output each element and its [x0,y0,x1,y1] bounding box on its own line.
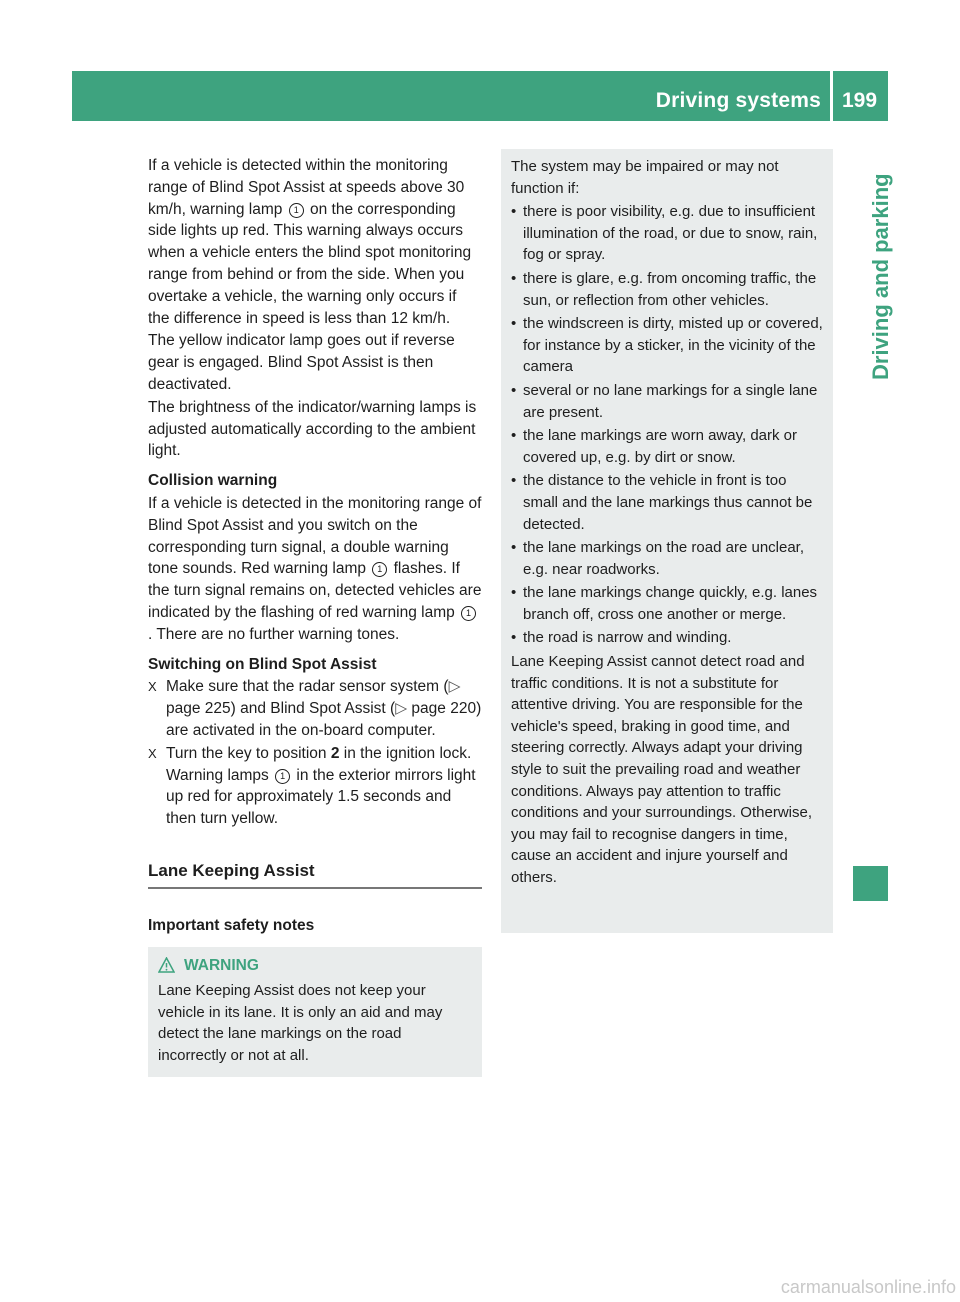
heading-switching-on: Switching on Blind Spot Assist [148,655,377,673]
page-ref-arrow-icon: ▷ [448,678,461,696]
header-divider [830,71,833,121]
heading-collision-warning: Collision warning [148,472,278,490]
bullet-icon: • [511,584,517,602]
bullet-icon: • [511,472,517,490]
bullet-icon: • [511,629,517,647]
left-column [148,155,482,1077]
callout-1-icon: 1 [289,203,304,218]
list-item: • there is glare, e.g. from oncoming traffic, the sun, or reflection from other vehicles. [511,268,825,311]
step-result: Warning lamps 1 in the exterior mirrors light up red for approximately 1.5 seconds and then turn yellow. [166,766,476,828]
side-tab-label: Driving and parking [868,173,893,380]
bullet-icon: • [511,381,517,399]
chapter-title: Driving systems [655,89,821,112]
bullet-icon: • [511,203,517,221]
callout-1-icon: 1 [372,562,387,577]
heading-safety-notes: Important safety notes [148,916,315,934]
info-intro: The system may be impaired or may not function if: [511,158,779,197]
bullet-icon: • [511,315,517,333]
instruction-step: X Turn the key to position 2 in the ignition lock. Warning lamps 1 in the exterior mirrors light up red for approximately 1.5 seconds and then turn yellow. [148,743,482,830]
callout-1-icon: 1 [275,769,290,784]
page-number: 199 [842,89,878,112]
bullet-icon: • [511,539,517,557]
list-item: • the road is narrow and winding. [511,627,825,649]
paragraph-blind-spot-warning: If a vehicle is detected within the monitoring range of Blind Spot Assist at speeds above 30 km/h, warning lamp 1 on the corresponding side lights up red. This warning always occurs when a vehicle enters the blind spot monitoring range from behind or from the side. When you overtake a vehicle, the warning only occurs if the difference in speed is less than 12 km/h. [148,157,472,327]
paragraph-reverse-gear: The yellow indicator lamp goes out if reverse gear is engaged. Blind Spot Assist is then deactivated. [148,332,455,393]
section-heading-lane-keeping: Lane Keeping Assist [148,860,482,889]
list-item: • the lane markings on the road are unclear, e.g. near roadworks. [511,537,825,580]
callout-1-icon: 1 [461,606,476,621]
bullet-icon: • [511,427,517,445]
warning-title: WARNING [158,955,473,977]
info-closing: Lane Keeping Assist cannot detect road and traffic conditions. It is not a substitute for attentive driving. You are responsible for the vehicle's speed, braking in good time, and steering correctly. Always adapt your driving style to suit the prevailing road and weather conditions. Always pay attention to traffic conditions and your surroundings. Otherwise, you may fail to recognise dangers in time, cause an accident and injure yourself and others. [511,653,812,886]
list-item: • the distance to the vehicle in front is too small and the lane markings thus cannot be detected. [511,470,825,535]
paragraph-collision-warning: If a vehicle is detected in the monitoring range of Blind Spot Assist and you switch on the corresponding turn signal, a double warning tone sounds. Red warning lamp 1 flashes. If the turn signal remains on, detected vehicles are indicated by the flashing of red warning lamp 1. There are no further warning tones. [148,494,482,643]
warning-triangle-icon [158,957,175,973]
list-item: • the windscreen is dirty, misted up or covered, for instance by a sticker, in the vicinity of the camera [511,313,825,378]
step-marker-icon: X [148,679,157,695]
step-marker-icon: X [148,745,157,761]
list-item: • the lane markings change quickly, e.g. lanes branch off, cross one another or merge. [511,582,825,625]
list-item: • several or no lane markings for a single lane are present. [511,380,825,423]
bullet-icon: • [511,269,517,287]
watermark: carmanualsonline.info [780,1277,956,1297]
limitation-list [511,201,825,649]
info-box-limitations [501,149,833,933]
list-item: • there is poor visibility, e.g. due to insufficient illumination of the road, or due to snow, rain, fog or spray. [511,201,825,266]
instruction-step: X Make sure that the radar sensor system (▷ page 225) and Blind Spot Assist (▷ page 220) are activated in the on-board computer. [148,676,482,741]
warning-box [148,947,482,1077]
side-tab-marker [853,866,888,901]
warning-text: Lane Keeping Assist does not keep your vehicle in its lane. It is only an aid and may detect the lane markings on the road incorrectly or not at all. [158,982,443,1065]
list-item: • the lane markings are worn away, dark or covered up, e.g. by dirt or snow. [511,425,825,468]
page-header [72,71,888,121]
page-ref-arrow-icon: ▷ [395,700,408,718]
paragraph-brightness: The brightness of the indicator/warning lamps is adjusted automatically according to the ambient light. [148,398,477,460]
